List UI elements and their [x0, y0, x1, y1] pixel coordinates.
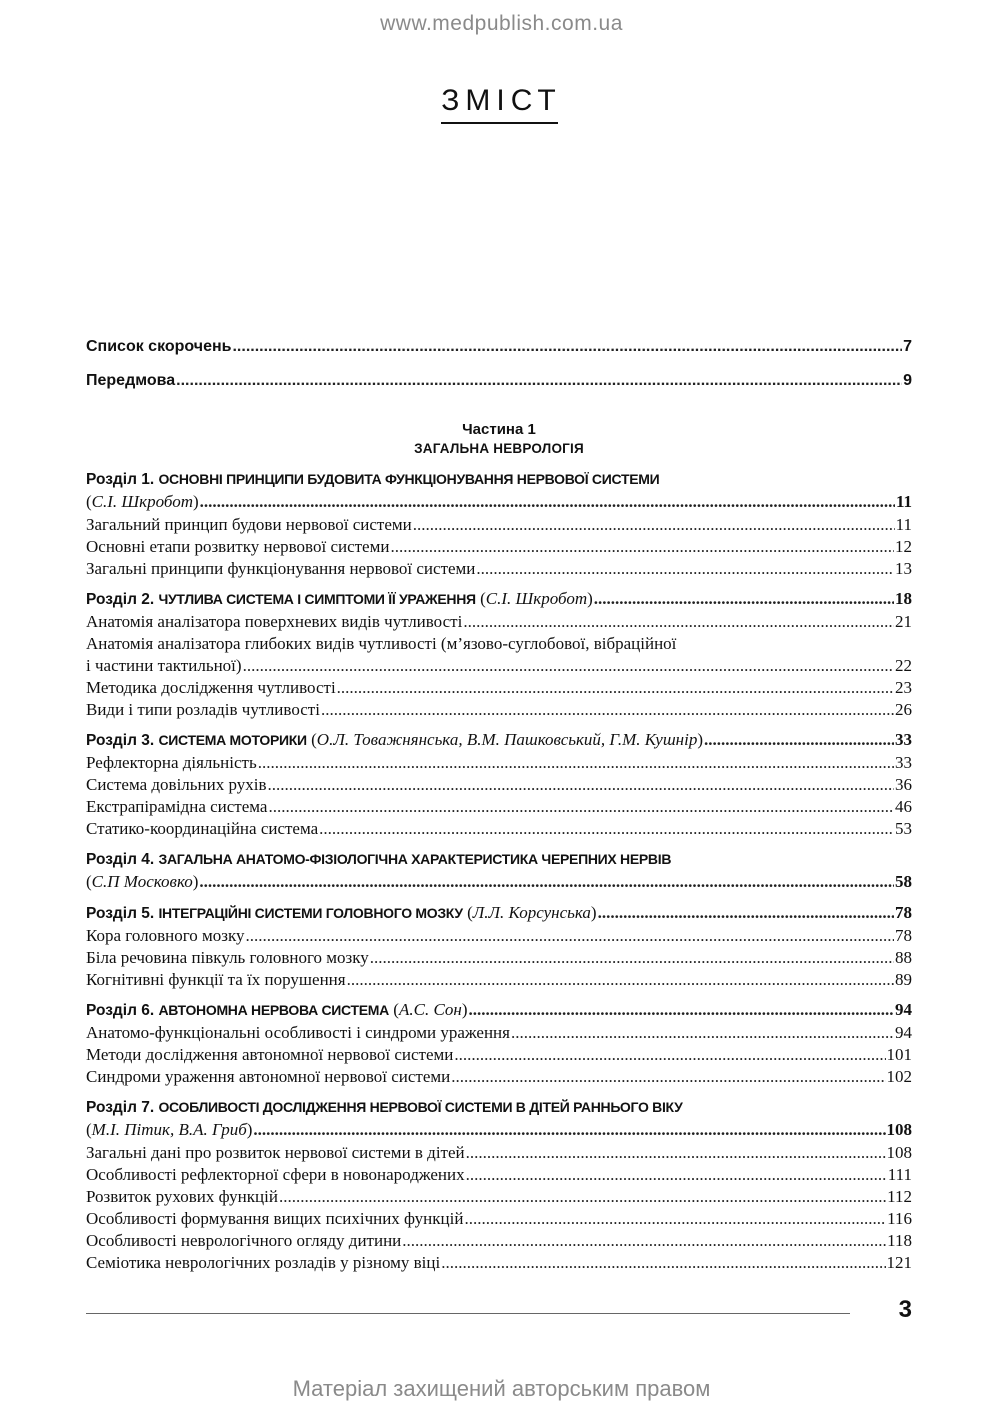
chapter-title: ЗАГАЛЬНА АНАТОМО-ФІЗІОЛОГІЧНА ХАРАКТЕРИСТИКА ЧЕРЕПНИХ НЕРВІВ [158, 851, 672, 867]
chapter-author: Л.Л. Корсунська [472, 903, 591, 922]
toc-item-line1[interactable]: Анатомія аналізатора глибоких видів чутливості (м’язово-суглобової, вібраційної [86, 634, 677, 653]
dot-leader [704, 729, 894, 751]
toc-item[interactable]: Статико-координаційна система ..... 53 [86, 818, 912, 840]
toc-item[interactable]: Анатомо-функціональні особливості і синдроми ураження ..... 94 [86, 1022, 912, 1044]
chapter-author: М.І. Пітик, В.А. Гриб [91, 1120, 247, 1139]
chapter-title: ОСНОВНІ ПРИНЦИПИ БУДОВИТА ФУНКЦІОНУВАННЯ НЕРВОВОЇ СИСТЕМИ [158, 471, 660, 487]
site-url-header: www.medpublish.com.ua [380, 12, 623, 35]
toc-item[interactable]: Система довільних рухів ..... 36 [86, 774, 912, 796]
chapter-4-heading[interactable] [86, 848, 912, 871]
toc-entry-page: 7 [903, 338, 912, 355]
toc-item[interactable]: Особливості формування вищих психічних функцій ..... 116 [86, 1208, 912, 1230]
chapter-label: Розділ 6. [86, 1002, 155, 1019]
chapter-title: СИСТЕМА МОТОРИКИ [158, 732, 307, 748]
title-underline [441, 122, 558, 124]
chapter-author: С.І. Шкробот [91, 492, 193, 511]
chapter-label: Розділ 2. [86, 591, 155, 608]
toc-item[interactable]: Розвиток рухових функцій ..... 112 [86, 1186, 912, 1208]
chapter-page: 94 [895, 1000, 912, 1019]
chapter-page: 18 [895, 589, 912, 608]
dot-leader [469, 999, 894, 1021]
part-title: ЗАГАЛЬНА НЕВРОЛОГІЯ [414, 441, 584, 456]
toc-item[interactable]: Кора головного мозку ..... 78 [86, 925, 912, 947]
toc-entry-preface[interactable] [86, 370, 912, 394]
part-heading [86, 420, 912, 458]
toc-entry-abbreviations[interactable] [86, 336, 912, 360]
toc-item[interactable]: Синдроми ураження автономної нервової системи ..... 102 [86, 1066, 912, 1088]
dot-leader [253, 1119, 885, 1141]
toc-item[interactable]: Загальні принципи функціонування нервової системи ..... 13 [86, 558, 912, 580]
chapter-author: А.С. Сон [398, 1000, 462, 1019]
toc-item[interactable]: Загальний принцип будови нервової системи ..... 11 [86, 514, 912, 536]
dot-leader [598, 902, 894, 924]
toc-item[interactable]: і частини тактильної) ..... 22 [86, 655, 912, 677]
copyright-watermark: Матеріал захищений авторським правом [292, 1376, 711, 1401]
chapter-title: АВТОНОМНА НЕРВОВА СИСТЕМА [158, 1002, 389, 1018]
toc-item[interactable]: Методика дослідження чутливості ..... 23 [86, 677, 912, 699]
toc-entry-title: Список скорочень [86, 338, 232, 355]
chapter-author: С.І. Шкробот [485, 589, 588, 608]
chapter-label: Розділ 7. [86, 1099, 155, 1116]
chapter-page: 11 [895, 492, 912, 511]
chapter-label: Розділ 4. [86, 851, 155, 868]
dot-leader [200, 491, 895, 513]
toc-item[interactable]: Методи дослідження автономної нервової системи ..... 101 [86, 1044, 912, 1066]
dot-leader [232, 336, 902, 358]
toc-item[interactable]: Особливості неврологічного огляду дитини ..... 118 [86, 1230, 912, 1252]
toc-item[interactable]: Екстрапірамідна система ..... 46 [86, 796, 912, 818]
chapter-label: Розділ 3. [86, 732, 155, 749]
toc-item[interactable]: Рефлекторна діяльність ..... 33 [86, 752, 912, 774]
page-number: 3 [898, 1296, 912, 1323]
chapter-7-author-line[interactable]: (М.І. Пітик, В.А. Гриб) ..... 108 [86, 1119, 912, 1142]
toc-item[interactable]: Види і типи розладів чутливості ..... 26 [86, 699, 912, 721]
toc-item[interactable]: Загальні дані про розвиток нервової системи в дітей ..... 108 [86, 1142, 912, 1164]
chapter-1-author-line[interactable]: (С.І. Шкробот) ..... 11 [86, 491, 912, 514]
dot-leader [594, 588, 894, 610]
chapter-7-heading[interactable] [86, 1096, 912, 1119]
dot-leader [199, 871, 894, 893]
dot-leader [176, 370, 902, 392]
chapter-page: 33 [895, 730, 912, 749]
chapter-page: 108 [886, 1120, 912, 1139]
chapter-5-heading[interactable]: Розділ 5. ІНТЕГРАЦІЙНІ СИСТЕМИ ГОЛОВНОГО МОЗКУ (Л.Л. Корсунська) ..... 78 [86, 902, 912, 925]
chapter-4-author-line[interactable]: (С.П Московко) ..... 58 [86, 871, 912, 894]
chapter-6-heading[interactable]: Розділ 6. АВТОНОМНА НЕРВОВА СИСТЕМА (А.С. Сон) ..... 94 [86, 999, 912, 1022]
footer-rule [86, 1313, 850, 1314]
chapter-page: 58 [895, 872, 912, 891]
chapter-title: ОСОБЛИВОСТІ ДОСЛІДЖЕННЯ НЕРВОВОЇ СИСТЕМИ В ДІТЕЙ РАННЬОГО ВІКУ [158, 1099, 683, 1115]
chapter-author: О.Л. Товажнянська, В.М. Пашковський, Г.М. Кушнір [316, 730, 698, 749]
chapter-2-heading[interactable]: Розділ 2. ЧУТЛИВА СИСТЕМА І СИМПТОМИ ЇЇ УРАЖЕННЯ (С.І. Шкробот) ..... 18 [86, 588, 912, 611]
toc-item[interactable]: Анатомія аналізатора поверхневих видів чутливості ..... 21 [86, 611, 912, 633]
toc-item[interactable]: Біла речовина півкуль головного мозку ..... 88 [86, 947, 912, 969]
toc-item[interactable]: Когнітивні функції та їх порушення ..... 89 [86, 969, 912, 991]
toc-item[interactable]: Особливості рефлекторної сфери в новонароджених ..... 111 [86, 1164, 912, 1186]
toc-item[interactable]: Основні етапи розвитку нервової системи ..... 12 [86, 536, 912, 558]
table-of-contents [86, 336, 912, 1274]
toc-entry-page: 9 [903, 372, 912, 389]
page-title: ЗМІСТ [441, 84, 562, 117]
chapter-label: Розділ 5. [86, 905, 155, 922]
chapter-page: 78 [895, 903, 912, 922]
toc-item[interactable]: Семіотика неврологічних розладів у різному віці ..... 121 [86, 1252, 912, 1274]
chapter-label: Розділ 1. [86, 471, 155, 488]
chapter-title: ЧУТЛИВА СИСТЕМА І СИМПТОМИ ЇЇ УРАЖЕННЯ [158, 591, 476, 607]
part-number: Частина 1 [462, 421, 536, 438]
toc-entry-title: Передмова [86, 372, 176, 389]
chapter-author: С.П Московко [91, 872, 193, 891]
chapter-title: ІНТЕГРАЦІЙНІ СИСТЕМИ ГОЛОВНОГО МОЗКУ [158, 905, 463, 921]
chapter-3-heading[interactable]: Розділ 3. СИСТЕМА МОТОРИКИ (О.Л. Товажнянська, В.М. Пашковський, Г.М. Кушнір) ..... 33 [86, 729, 912, 752]
chapter-1-heading[interactable] [86, 468, 912, 491]
